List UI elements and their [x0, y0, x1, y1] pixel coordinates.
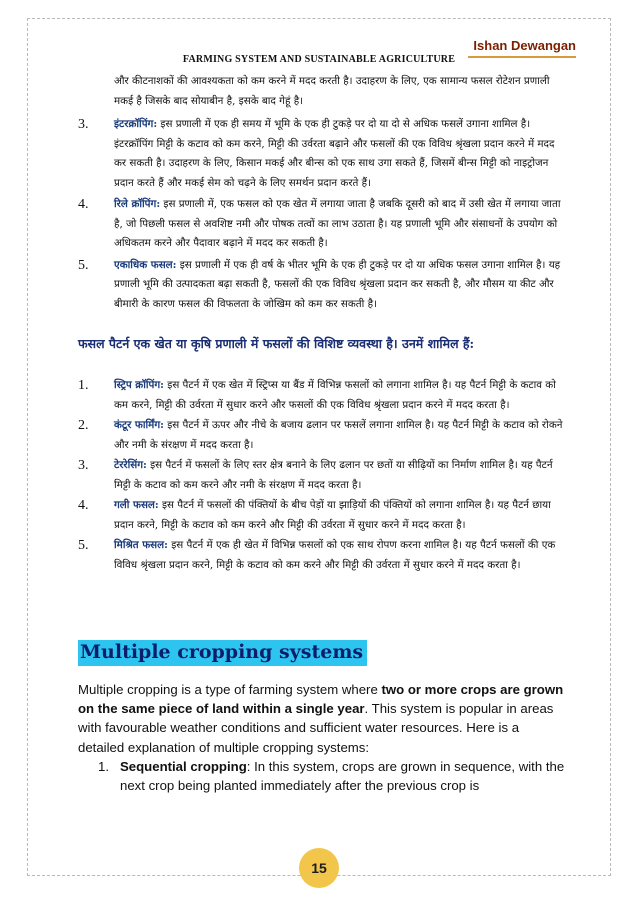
item-text: इस प्रणाली में एक ही वर्ष के भीतर भूमि के एक ही टुकड़े पर दो या अधिक फसल उगाना शामिल है। यह प्रणाली भूमि की उत्पादकता बढ़ा सकती है, फसलों की एक विविध श्रृंखला प्रदान कर सकती है, और मौसम या कीट और बीमारी के कारण फसल की विफलता के जोखिम को कम कर सकती है। — [114, 258, 561, 310]
item-number: 1. — [78, 378, 89, 393]
item-text: इस पैटर्न में एक ही खेत में विभिन्न फसलों को एक साथ रोपण करना शामिल है। यह पैटर्न फसलों की एक विविध श्रृंखला प्रदान करने, मिट्टी के कटाव को कम करने और मिट्टी की उर्वरता में सुधार करने में मदद करता है। — [114, 539, 556, 571]
patterns-list — [78, 376, 566, 575]
item-number: 2. — [78, 418, 89, 433]
list-item — [78, 195, 566, 254]
item-number: 4. — [78, 498, 89, 513]
item-term: रिले क्रॉपिंग: — [114, 198, 161, 210]
intro-text-bold: two or more crops are grown on the same piece of land within a single year — [78, 682, 564, 717]
list-item — [78, 256, 566, 315]
list-item — [98, 757, 568, 795]
list-item — [78, 496, 566, 535]
item-term: Sequential cropping — [120, 758, 247, 774]
hindi-content — [78, 72, 566, 575]
intro-paragraph — [78, 680, 568, 757]
item-number: 3. — [78, 117, 89, 132]
item-term: स्ट्रिप क्रॉपिंग: — [114, 379, 164, 391]
intro-text-a: Multiple cropping is a type of farming system where — [78, 682, 382, 697]
author-name: Ishan Dewangan — [473, 38, 576, 53]
item-term: गली फसल: — [114, 499, 159, 511]
pattern-heading: फसल पैटर्न एक खेत या कृषि प्रणाली में फसलों की विशिष्ट व्यवस्था है। उनमें शामिल हैं: — [78, 336, 475, 351]
list-item — [78, 115, 566, 193]
running-title: FARMING SYSTEM AND SUSTAINABLE AGRICULTURE — [182, 54, 456, 65]
section-heading: Multiple cropping systems — [78, 640, 367, 666]
item-term: एकाधिक फसल: — [114, 258, 177, 271]
item-number: 3. — [78, 458, 89, 473]
item-text: इस पैटर्न में एक खेत में स्ट्रिप्स या बैंड में विभिन्न फसलों को लगाना शामिल है। यह पैटर्न मिट्टी के कटाव को कम करने, मिट्टी की उर्वरता में सुधार करने और फसलों की एक विविध श्रृंखला प्रदान करने में मदद करता है। — [114, 379, 556, 411]
item-number: 5. — [78, 538, 89, 553]
item-text: इस पैटर्न में ऊपर और नीचे के बजाय ढलान पर फसलें लगाना शामिल है। यह पैटर्न मिट्टी के कटाव को रोकने और नमी के संरक्षण में मदद करता है। — [114, 419, 563, 451]
item-term: इंटरक्रॉपिंग: — [114, 118, 158, 130]
systems-list — [78, 115, 566, 314]
list-item — [78, 536, 566, 575]
item-text: इस प्रणाली में एक ही समय में भूमि के एक ही टुकड़े पर दो या दो से अधिक फसलें उगाना शामिल है। इंटरक्रॉपिंग मिट्टी के कटाव को कम करने, मिट्टी की उर्वरता बढ़ाने और फसलों की एक विविध श्रृंखला प्रदान करने में मदद कर सकती है। उदाहरण के लिए, किसान मकई और बीन्स को एक साथ उगा सकते हैं, जिसमें बीन्स मिट्टी को नाइट्रोजन प्रदान करते हैं और मकई सेम को चढ़ने के लिए समर्थन प्रदान करते हैं। — [114, 118, 555, 189]
item-term: टेररेसिंग: — [114, 459, 147, 471]
list-item — [78, 376, 566, 415]
item-text: इस पैटर्न में फसलों की पंक्तियों के बीच पेड़ों या झाड़ियों की पंक्तियों को लगाना शामिल है। यह पैटर्न छाया प्रदान करने, मिट्टी के कटाव को कम करने और मिट्टी की उर्वरता में सुधार करने में मदद करता है। — [114, 499, 551, 531]
list-item — [78, 416, 566, 455]
item-text: इस प्रणाली में, एक फसल को एक खेत में लगाया जाता है जबकि दूसरी को बाद में उसी खेत में लगाया जाता है, जो पिछली फसल से अवशिष्ट नमी और पोषक तत्वों का लाभ उठाता है। यह प्रणाली भूमि और संसाधनों के उपयोग को अधिकतम करने और पैदावार बढ़ाने में मदद कर सकती है। — [114, 198, 561, 249]
item-number: 5. — [78, 257, 89, 273]
intro-text-c: . This system is popular in areas with favourable weather conditions and sufficient water resources. Here is a detailed explanation of multiple cropping systems: — [78, 701, 554, 755]
item-term: मिश्रित फसल: — [114, 539, 168, 551]
english-content — [78, 680, 568, 795]
item-number: 4. — [78, 197, 89, 212]
item-term: कंटूर फार्मिंग: — [114, 419, 164, 431]
page-number-badge: 15 — [299, 848, 339, 888]
list-item — [78, 456, 566, 495]
item-text: : In this system, crops are grown in sequence, with the next crop being planted immediately after the previous crop is — [120, 758, 565, 794]
item-text: इस पैटर्न में फसलों के लिए स्तर क्षेत्र बनाने के लिए ढलान पर छतों या सीढ़ियों का निर्माण शामिल है। यह पैटर्न मिट्टी के कटाव को कम करने और नमी के संरक्षण में मदद करता है। — [114, 459, 553, 491]
intro-continuation: और कीटनाशकों की आवश्यकता को कम करने में मदद करती है। उदाहरण के लिए, एक सामान्य फसल रोटेशन प्रणाली मकई है जिसके बाद सोयाबीन है, इसके बाद गेहूं है। — [114, 75, 550, 107]
item-number: 1. — [98, 758, 109, 774]
